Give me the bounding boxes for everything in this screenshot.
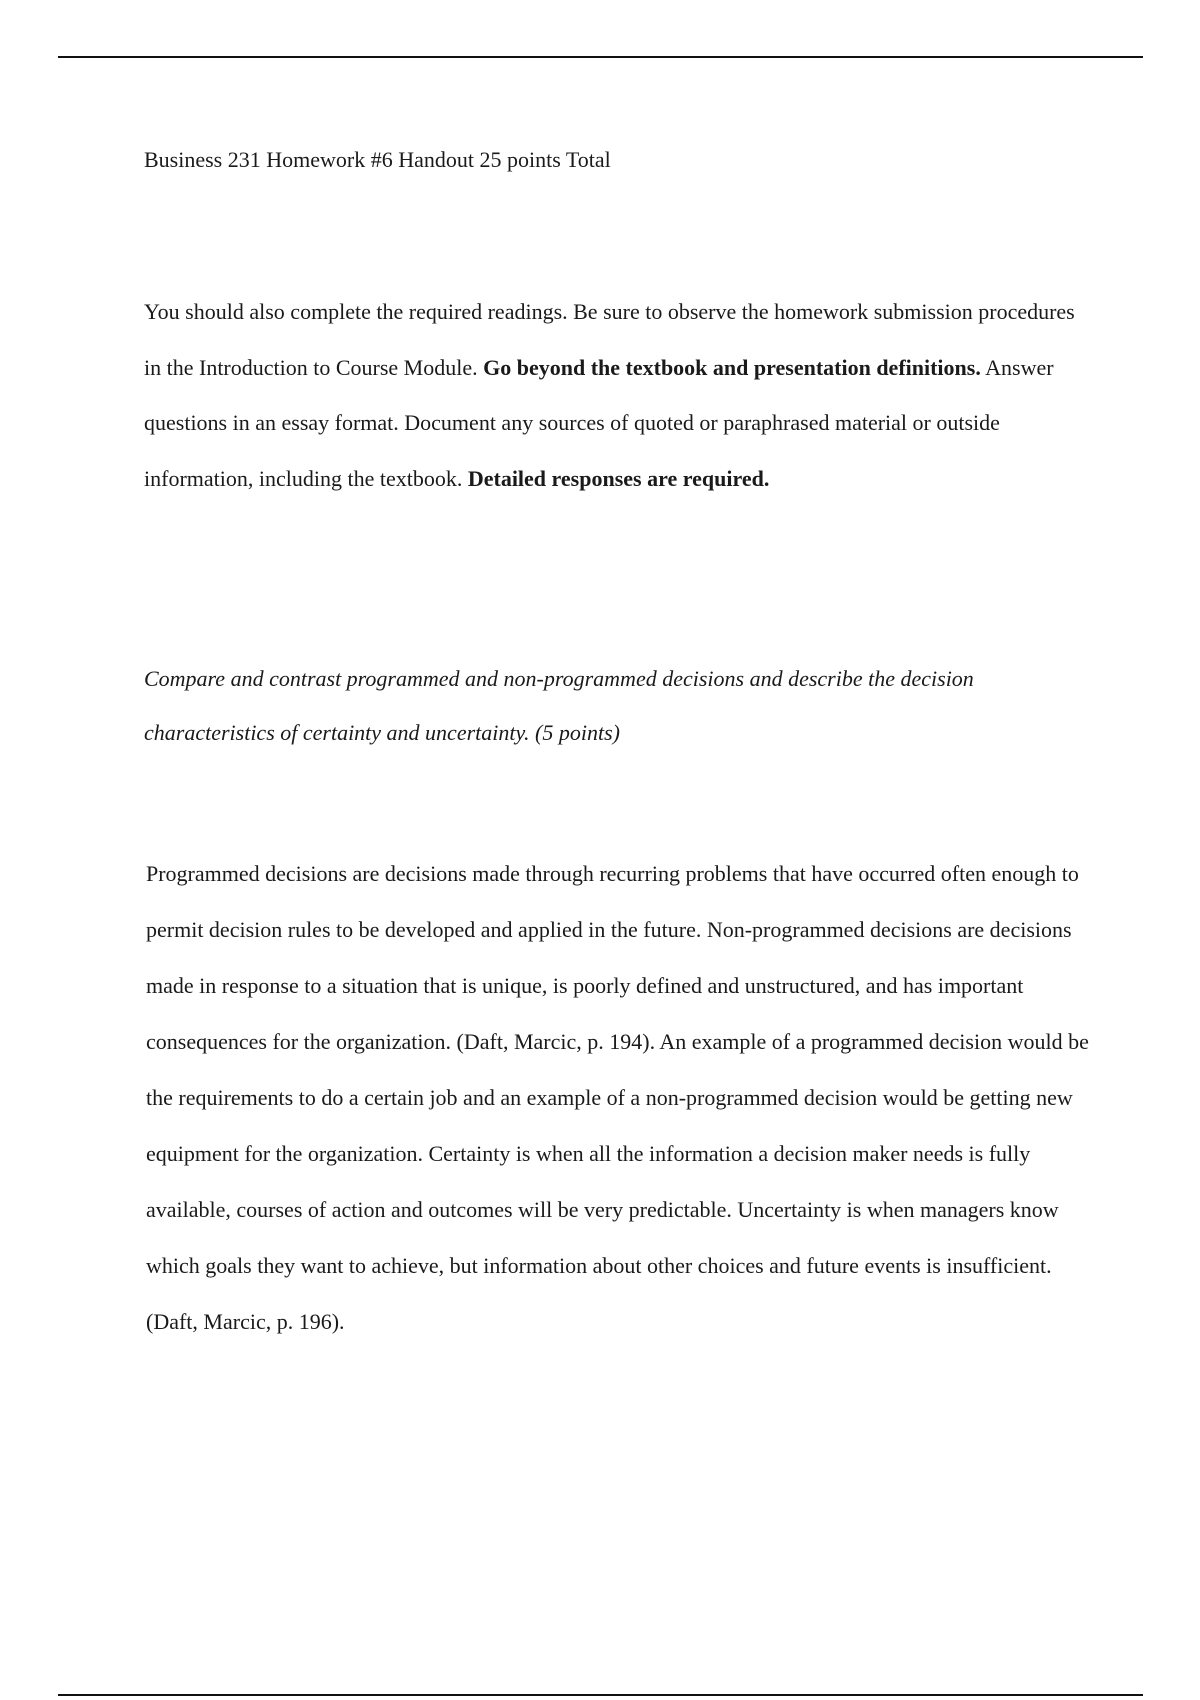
- answer-paragraph: Programmed decisions are decisions made through recurring problems that have occurred often enough to permit decision rules to be developed and applied in the future. Non-programmed decisions are decisions made in response to a situation that is unique, is poorly defined and unstructured, and has important consequences for the organization. (Daft, Marcic, p. 194). An example of a programmed decision would be the requirements to do a certain job and an example of a non-programmed decision would be getting new equipment for the organization. Certainty is when all the information a decision maker needs is fully available, courses of action and outcomes will be very predictable. Uncertainty is when managers know which goals they want to achieve, but information about other choices and future events is insufficient. (Daft, Marcic, p. 196).: [146, 861, 1089, 1334]
- instructions-emphasis-1: Go beyond the textbook and presentation definitions.: [483, 354, 981, 380]
- instructions-text-2: Answer questions in an essay format. Document any sources of quoted or paraphrased material or outside information, including the textbook.: [144, 354, 1054, 491]
- instructions-text-1: You should also complete the required readings. Be sure to observe the homework submission procedures in the Introduction to Course Module.: [144, 299, 1075, 380]
- document-title: Business 231 Homework #6 Handout 25 points Total: [144, 147, 611, 172]
- page-top-rule: [58, 56, 1143, 58]
- question-prompt: Compare and contrast programmed and non-programmed decisions and describe the decision characteristics of certainty and uncertainty. (5 points): [144, 666, 974, 745]
- instructions-paragraph: [144, 284, 1094, 506]
- page-bottom-rule: [58, 1694, 1143, 1696]
- instructions-emphasis-2: Detailed responses are required.: [467, 465, 770, 491]
